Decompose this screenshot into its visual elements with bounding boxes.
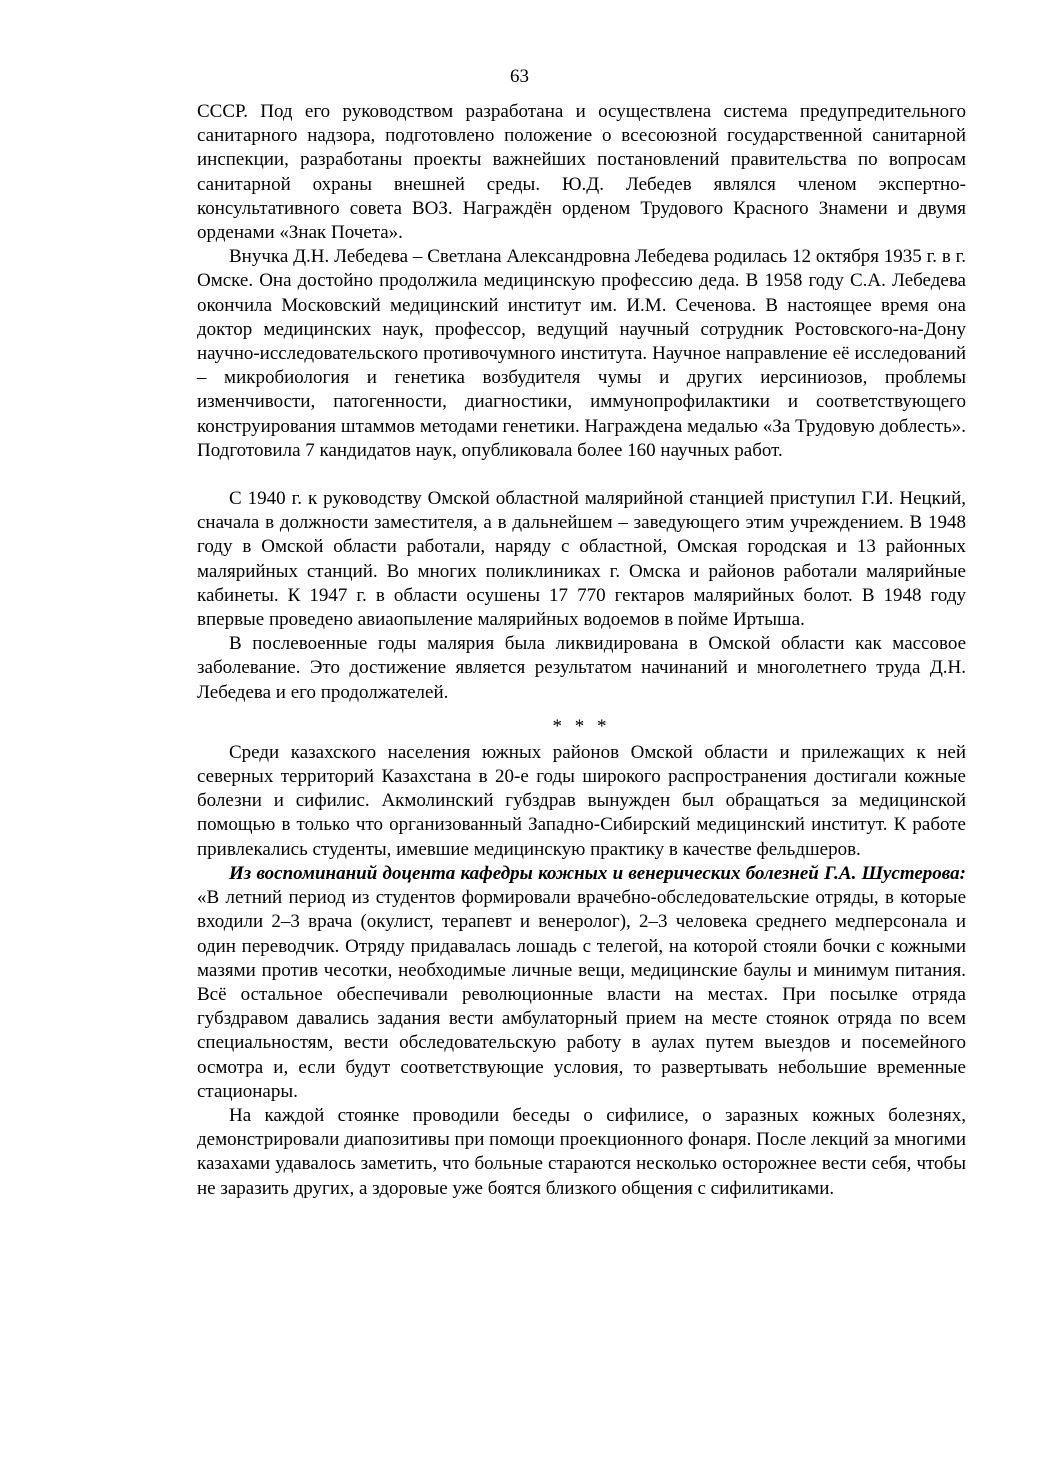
paragraph-malaria-eliminated: В послевоенные годы малярия была ликвидирована в Омской области как массовое заболевание. Это достижение является результатом начинаний и многолетнего труда Д.Н. Лебедева и его продолжателей. xyxy=(197,633,966,703)
memoir-body: «В летний период из студентов формировали врачебно-обследовательские отряды, в которые входили 2–3 врача (окулист, терапевт и венеролог), 2–3 человека среднего медперсонала и один переводчик. Отряду придавалась лошадь с телегой, на которой стояли бочки с кожными мазями против чесотки, необходимые личные вещи, медицинские баулы и минимум питания. Всё остальное обеспечивали революционные власти на местах. При посылке отряда губздравом давались задания вести амбулаторный прием на месте стоянок отряда по всем специальностям, вести обследовательскую работу в аулах путем выездов и посемейного осмотра и, если будут соответствующие условия, то развертывать небольшие временные стационары. xyxy=(197,887,966,1102)
paragraph-continuation: СССР. Под его руководством разработана и осуществлена система предупредительного санитарного надзора, подготовлено положение о всесоюзной государственной санитарной инспекции, разработаны проекты важнейших постановлений правительства по вопросам санитарной охраны внешней среды. Ю.Д. Лебедев являлся членом экспертно-консультативного совета ВОЗ. Награждён орденом Трудового Красного Знамени и двумя орденами «Знак Почета». xyxy=(197,101,966,244)
paragraph-granddaughter: Внучка Д.Н. Лебедева – Светлана Александровна Лебедева родилась 12 октября 1935 г. в г. Омске. Она достойно продолжила медицинскую профессию деда. В 1958 году С.А. Лебедева окончила Московский медицинский институт им. И.М. Сеченова. В настоящее время она доктор медицинских наук, профессор, ведущий научный сотрудник Ростовского-на-Дону научно-исследовательского противочумного института. Научное направление её исследований – микробиология и генетика возбудителя чумы и других иерсиниозов, проблемы изменчивости, патогенности, диагностики, иммунопрофилактики и соответствующего конструирования штаммов методами генетики. Награждена медалью «За Трудовую доблесть». Подготовила 7 кандидатов наук, опубликовала более 160 научных работ. xyxy=(197,246,966,461)
paragraph-lectures: На каждой стоянке проводили беседы о сифилисе, о заразных кожных болезнях, демонстрировали диапозитивы при помощи проекционного фонаря. После лекций за многими казахами удавалось заметить, что больные стараются несколько осторожнее вести себя, чтобы не заразить других, а здоровые уже боятся близкого общения с сифилитиками. xyxy=(197,1104,966,1199)
page-body xyxy=(197,100,966,1201)
section-separator: * * * xyxy=(552,715,611,737)
paragraph-memoir xyxy=(197,862,966,1104)
page-number: 63 xyxy=(510,66,529,87)
paragraph-gap xyxy=(197,463,966,487)
paragraph-malaria-station: С 1940 г. к руководству Омской областной малярийной станцией приступил Г.И. Нецкий, сначала в должности заместителя, а в дальнейшем – заведующего этим учреждением. В 1948 году в Омской области работали, наряду с областной, Омская городская и 13 районных малярийных станций. Во многих поликлиниках г. Омска и районов работали малярийные кабинеты. К 1947 г. в области осушены 17 770 гектаров малярийных болот. В 1948 году впервые проведено авиаопыление малярийных водоемов в пойме Иртыша. xyxy=(197,488,966,631)
memoir-lead: Из воспоминаний доцента кафедры кожных и венерических болезней Г.А. Шустерова: xyxy=(229,862,966,884)
paragraph-kazakh-population: Среди казахского населения южных районов Омской области и прилежащих к ней северных территорий Казахстана в 20-е годы широкого распространения достигали кожные болезни и сифилис. Акмолинский губздрав вынужден был обращаться за медицинской помощью в только что организованный Западно-Сибирский медицинский институт. К работе привлекались студенты, имевшие медицинскую практику в качестве фельдшеров. xyxy=(197,741,966,860)
